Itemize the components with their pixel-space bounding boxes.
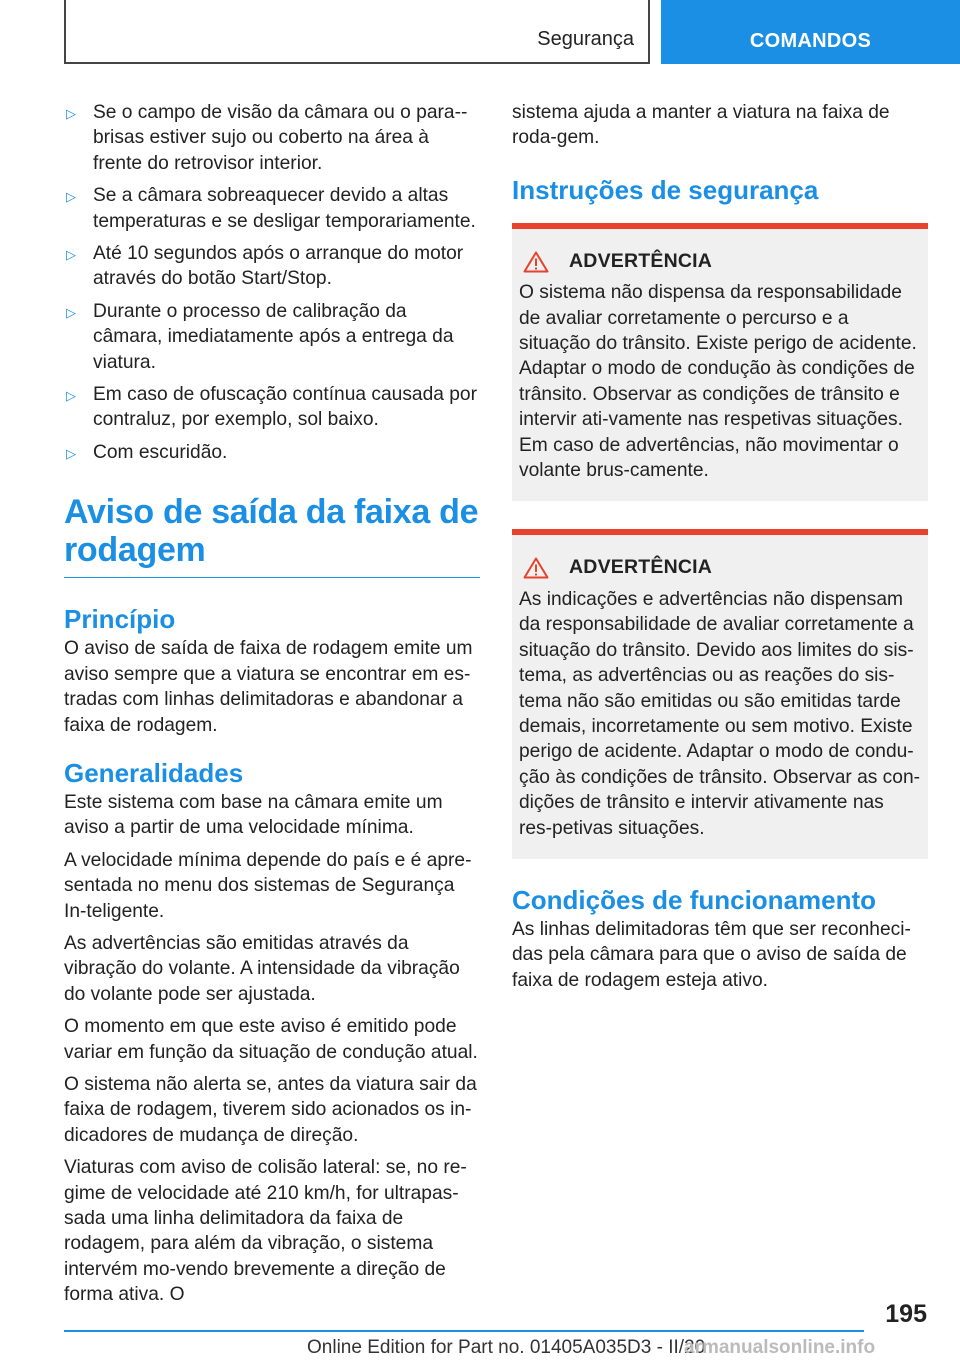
triangle-bullet-icon: ▷: [66, 106, 76, 121]
header-box: [64, 0, 650, 64]
paragraph: A velocidade mínima depende do país e é apre-sentada no menu dos sistemas de Segurança In-teligente.: [64, 849, 472, 922]
triangle-bullet-icon: ▷: [66, 247, 76, 263]
list-item: ▷ Durante o processo de calibração da câmara, imediatamente após a entrega da viatura.: [64, 299, 480, 375]
continued-paragraph: sistema ajuda a manter a viatura na faixa de roda-gem.: [512, 102, 890, 149]
generalidades-heading: Generalidades: [64, 757, 244, 788]
conditions-paragraph: As linhas delimitadoras têm que ser reconheci-das pela câmara para que o aviso de saída de faixa de rodagem esteja ativo.: [512, 918, 911, 991]
warning-box: [512, 223, 928, 502]
page-number: 195: [885, 1300, 927, 1328]
warning-text: As indicações e advertências não dispensam da responsabilidade de avaliar corretamente a situação do trânsito. Devido aos limites do sis-tema, as advertências ou as reações do sis-tema não são emitidas ou são emitidas tarde demais, incorretamente ou sem motivo. Existe perigo de acidente. Adaptar o modo de condu-ção às condições de trânsito. Observar as con-dições de trânsito e intervir ativamente nas res-petivas situações.: [519, 588, 921, 839]
triangle-bullet-icon: ▷: [66, 388, 76, 404]
warning-text: O sistema não dispensa da responsabilidade de avaliar corretamente o percurso e a situação do trânsito. Existe perigo de acidente. Adaptar o modo de condução às condições de trânsito. Observar as condições de trânsito e intervir ati-vamente nas respetivas situações. Em caso de advertências, não movimentar o volante brus-camente.: [519, 282, 917, 482]
list-item: ▷ Com escuridão.: [64, 440, 480, 466]
principio-paragraph: O aviso de saída de faixa de rodagem emite um aviso sempre que a viatura se encontrar em es-tradas com linhas delimitadoras e abandonar a faixa de rodagem.: [64, 638, 473, 736]
principio-heading: Princípio: [64, 604, 176, 635]
safety-heading: Instruções de segurança: [512, 174, 819, 205]
warning-triangle-icon: [523, 251, 549, 273]
triangle-bullet-icon: ▷: [66, 445, 76, 461]
warning-triangle-icon: [523, 557, 549, 579]
warning-box: [512, 529, 928, 858]
list-item: ▷ Se a câmara sobreaquecer devido a altas temperaturas e se desligar temporariamente.: [64, 183, 480, 234]
triangle-bullet-icon: ▷: [66, 189, 76, 205]
warning-header: [519, 249, 920, 274]
footer-divider: [64, 1330, 864, 1332]
header-section-title: Segurança: [537, 28, 634, 50]
list-item: ▷ Em caso de ofuscação contínua causada por contraluz, por exemplo, sol baixo.: [64, 382, 480, 433]
warning-title: ADVERTÊNCIA: [569, 249, 713, 272]
watermark: armanualsonline.info: [684, 1337, 876, 1358]
list-item: ▷ Até 10 segundos após o arranque do motor através do botão Start/Stop.: [64, 241, 480, 292]
footer-edition: Online Edition for Part no. 01405A035D3 - II/20: [307, 1337, 706, 1358]
right-column: [512, 100, 928, 1000]
paragraph: As advertências são emitidas através da vibração do volante. A intensidade da vibração do volante pode ser ajustada.: [64, 932, 460, 1005]
paragraph: Este sistema com base na câmara emite um aviso a partir de uma velocidade mínima.: [64, 791, 443, 839]
list-item: ▷ Se o campo de visão da câmara ou o para--brisas estiver sujo ou coberto na área à frente do retrovisor interior.: [64, 100, 480, 176]
paragraph: Viaturas com aviso de colisão lateral: se, no re-gime de velocidade até 210 km/h, for ultrapas-sada uma linha delimitadora da faixa de rodagem, para além da vibração, o sistema intervém mo-vendo brevemente a direção de forma ativa. O: [64, 1157, 467, 1306]
conditions-heading: Condições de funcionamento: [512, 884, 877, 915]
paragraph: O momento em que este aviso é emitido pode variar em função da situação de condução atual.: [64, 1016, 478, 1063]
section-title: Aviso de saída da faixa de rodagem: [64, 493, 480, 578]
paragraph: O sistema não alerta se, antes da viatura sair da faixa de rodagem, tiverem sido acionados os in-dicadores de mudança de direção.: [64, 1073, 477, 1146]
warning-title: ADVERTÊNCIA: [569, 556, 713, 579]
left-column: [64, 100, 480, 1315]
header-tab-comandos[interactable]: COMANDOS: [661, 0, 960, 64]
warning-header: [519, 555, 920, 580]
triangle-bullet-icon: ▷: [66, 304, 76, 320]
